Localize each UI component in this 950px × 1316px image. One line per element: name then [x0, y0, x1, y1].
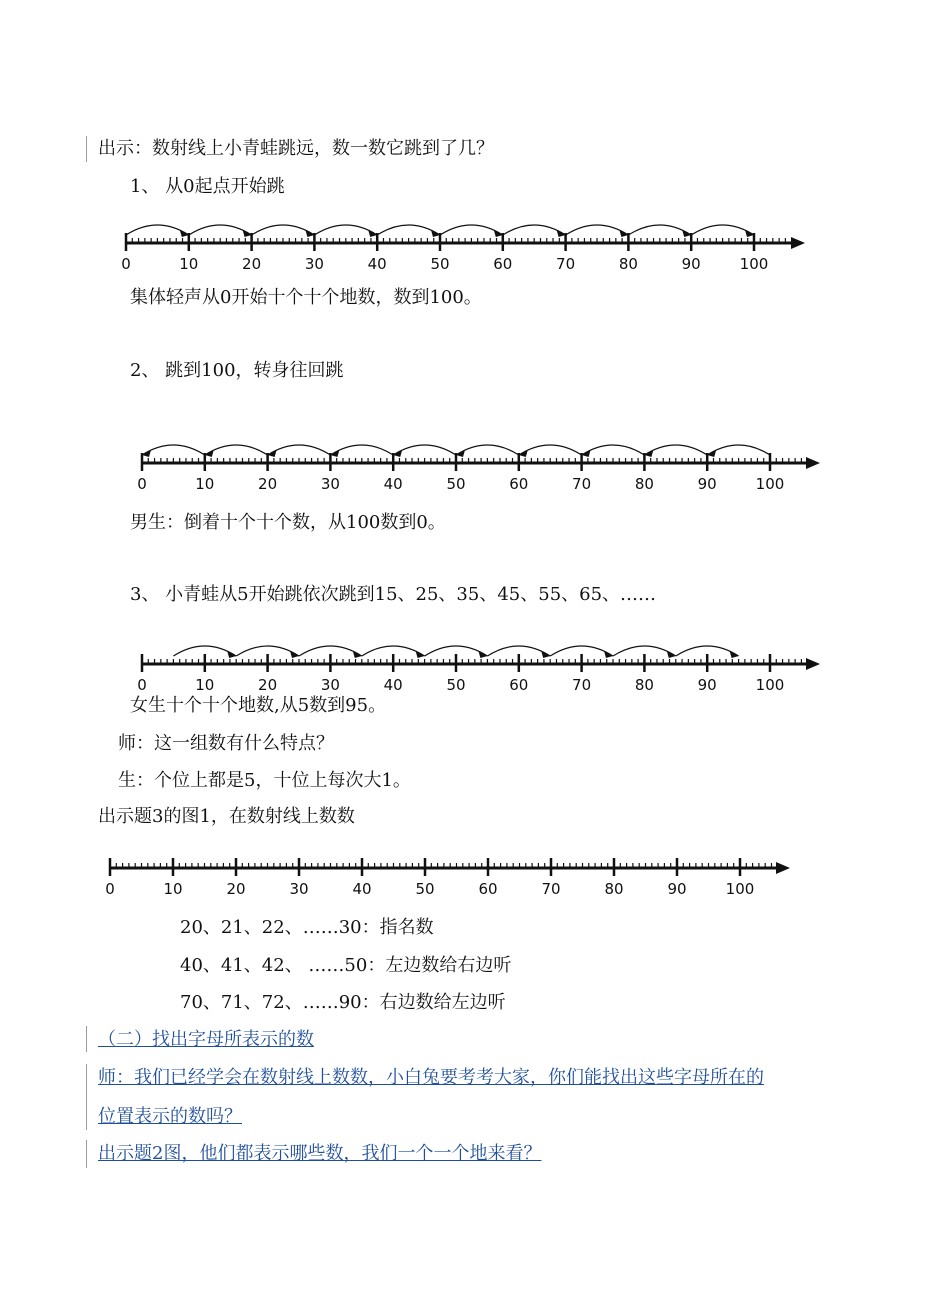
jump-arc [503, 225, 566, 235]
tick-label: 50 [446, 475, 466, 493]
tick-label: 90 [697, 676, 717, 694]
count-line: 40、41、42、 ……50：左边数给右边听 [180, 955, 512, 976]
tick-label: 80 [604, 880, 624, 898]
jump-arc [440, 225, 503, 235]
jump-arc [252, 225, 315, 235]
item-2-note: 男生：倒着十个十个数，从100数到0。 [130, 512, 446, 533]
tick-label: 50 [415, 880, 435, 898]
jump-arc [628, 225, 691, 235]
item-2-heading: 2、 跳到100，转身往回跳 [130, 360, 344, 381]
tick-label: 20 [258, 475, 278, 493]
jump-arc [456, 445, 519, 455]
teacher-question: 师：这一组数有什么特点？ [118, 733, 334, 754]
tick-label: 0 [105, 880, 115, 898]
section-2-paragraph-cont: 位置表示的数吗？ [98, 1106, 242, 1127]
jump-arc [377, 225, 440, 235]
tick-label: 10 [195, 475, 215, 493]
tick-label: 10 [179, 255, 199, 273]
tick-label: 30 [320, 475, 340, 493]
tick-label: 20 [226, 880, 246, 898]
tick-label: 100 [739, 255, 769, 273]
jump-arc [189, 225, 252, 235]
tick-label: 0 [121, 255, 131, 273]
item-1-heading: 1、 从0起点开始跳 [130, 176, 285, 197]
axis-arrow-icon [806, 658, 820, 670]
item-1-note: 集体轻声从0开始十个十个地数，数到100。 [130, 287, 482, 308]
jump-arc [519, 445, 582, 455]
tick-label: 100 [755, 475, 785, 493]
item-3-heading: 3、 小青蛙从5开始跳依次跳到15、25、35、45、55、65、…… [130, 584, 657, 605]
tick-label: 80 [618, 255, 638, 273]
tick-label: 70 [556, 255, 576, 273]
tick-label: 30 [304, 255, 324, 273]
tick-label: 20 [242, 255, 262, 273]
axis-arrow-icon [776, 862, 790, 874]
jump-arc [314, 225, 377, 235]
jump-arc [582, 445, 645, 455]
jump-arc [330, 445, 393, 455]
jump-arc [644, 445, 707, 455]
jump-arc [691, 225, 754, 235]
tick-label: 70 [572, 475, 592, 493]
tick-label: 60 [509, 475, 529, 493]
jump-arc [268, 445, 331, 455]
tick-label: 40 [383, 475, 403, 493]
jump-arc [205, 445, 268, 455]
tick-label: 30 [289, 880, 309, 898]
tick-label: 60 [493, 255, 513, 273]
tick-label: 30 [320, 676, 340, 694]
jump-arc [566, 225, 629, 235]
tick-label: 40 [383, 676, 403, 694]
tick-label: 70 [572, 676, 592, 694]
section-2-title: （二）找出字母所表示的数 [98, 1029, 314, 1050]
tick-label: 10 [195, 676, 215, 694]
jump-arc [126, 225, 189, 235]
jump-arc [707, 445, 770, 455]
tick-label: 0 [137, 475, 147, 493]
tick-label: 10 [163, 880, 183, 898]
tick-label: 40 [367, 255, 387, 273]
intro-text: 出示：数射线上小青蛙跳远，数一数它跳到了几？ [98, 138, 494, 159]
count-line: 20、21、22、……30：指名数 [180, 917, 434, 938]
axis-arrow-icon [791, 237, 805, 249]
tick-label: 50 [446, 676, 466, 694]
tick-label: 70 [541, 880, 561, 898]
tick-label: 100 [755, 676, 785, 694]
tick-label: 60 [509, 676, 529, 694]
tick-label: 50 [430, 255, 450, 273]
count-line: 70、71、72、……90：右边数给左边听 [180, 992, 506, 1013]
section-2-instruction: 出示题2图，他们都表示哪些数，我们一个一个地来看？ [98, 1143, 542, 1164]
tick-label: 90 [681, 255, 701, 273]
tick-label: 40 [352, 880, 372, 898]
axis-arrow-icon [806, 457, 820, 469]
tick-label: 20 [258, 676, 278, 694]
tick-label: 90 [667, 880, 687, 898]
student-answer: 生：个位上都是5，十位上每次大1。 [118, 770, 411, 791]
tick-label: 80 [634, 475, 654, 493]
tick-label: 90 [697, 475, 717, 493]
section-2-paragraph: 师：我们已经学会在数射线上数数，小白兔要考考大家，你们能找出这些字母所在的 [98, 1067, 764, 1088]
jump-arc [393, 445, 456, 455]
tick-label: 0 [137, 676, 147, 694]
tick-label: 80 [634, 676, 654, 694]
tick-label: 100 [725, 880, 755, 898]
show-figure-text: 出示题3的图1，在数射线上数数 [98, 806, 355, 827]
tick-label: 60 [478, 880, 498, 898]
item-3-note: 女生十个十个地数,从5数到95。 [130, 695, 387, 716]
jump-arc [142, 445, 205, 455]
